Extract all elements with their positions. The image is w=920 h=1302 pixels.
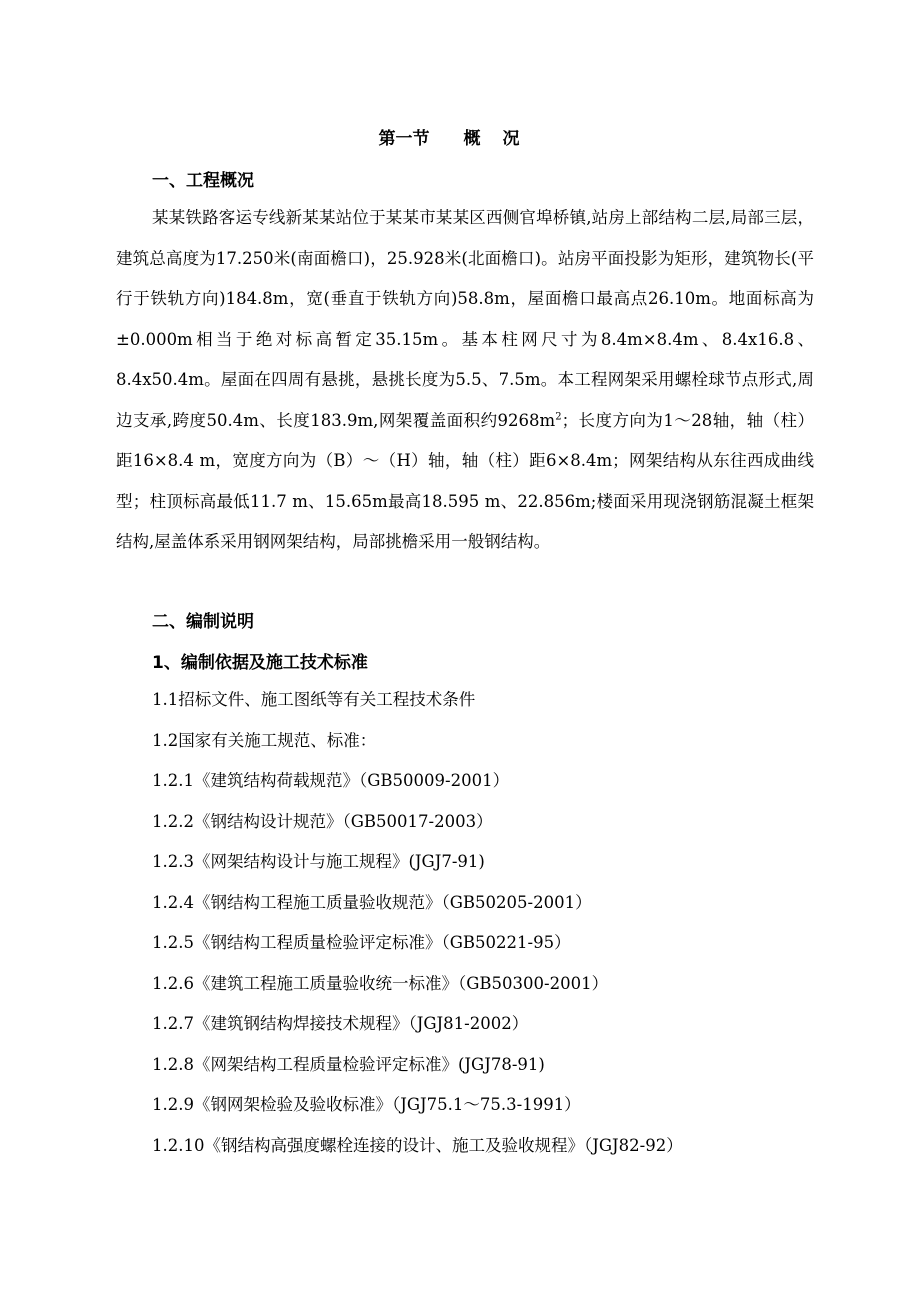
list-item: 1.2.1《建筑结构荷载规范》（GB50009-2001） xyxy=(152,771,510,790)
list-item: 1.2.10《钢结构高强度螺栓连接的设计、施工及验收规程》（JGJ82-92） xyxy=(152,1135,683,1155)
section-title xyxy=(0,124,920,149)
paragraph-text-part1: 某某铁路客运专线新某某站位于某某市某某区西侧官埠桥镇,站房上部结构二层,局部三层，建筑总高度为17.250米(南面檐口)，25.928米(北面檐口)。站房平面投影为矩形，建筑物长(平行于铁轨方向)184.8m，宽(垂直于铁轨方向)58.8m，屋面檐口最高点26.10m。地面标高为±0.000m相当于绝对标高暂定35.15m。基本柱网尺寸为8.4m×8.4m、8.4x16.8、8.4x50.4m。屋面在四周有悬挑，悬挑长度为5.5、7.5m。本工程网架采用螺栓球节点形式,周边支承,跨度50.4m、长度183.9m,网架覆盖面积约9268m xyxy=(116,208,814,430)
list-item: 1.2.9《钢网架检验及验收标准》（JGJ75.1～75.3-1991） xyxy=(152,1095,581,1114)
paragraph-text-part2: ；长度方向为1～28轴，轴（柱）距16×8.4 m，宽度方向为（B）～（H）轴，轴（柱）距6×8.4m；网架结构从东往西成曲线型；柱顶标高最低11.7 m、15.65m最高18.595 m、22.856m;楼面采用现浇钢筋混凝土框架结构,屋盖体系采用钢网架结构，局部挑檐采用一般钢结构。 xyxy=(116,410,814,551)
list-item: 1.2.3《网架结构设计与施工规程》(JGJ7-91) xyxy=(152,852,485,871)
section-number: 第一节 xyxy=(378,129,430,149)
standards-list xyxy=(152,680,683,1166)
heading-project-overview: 一、工程概况 xyxy=(152,171,254,191)
section-name: 概况 xyxy=(463,129,542,149)
area-unit-superscript: 2 xyxy=(555,411,562,422)
list-item: 1.2.8《网架结构工程质量检验评定标准》(JGJ78-91) xyxy=(152,1054,545,1074)
list-item: 1.2国家有关施工规范、标准： xyxy=(152,730,377,750)
list-item: 1.2.7《建筑钢结构焊接技术规程》（JGJ81-2002） xyxy=(152,1014,529,1033)
list-item: 1.2.5《钢结构工程质量检验评定标准》（GB50221-95） xyxy=(152,933,571,952)
list-item: 1.2.4《钢结构工程施工质量验收规范》（GB50205-2001） xyxy=(152,892,592,912)
list-item: 1.2.6《建筑工程施工质量验收统一标准》（GB50300-2001） xyxy=(152,973,609,993)
project-overview-paragraph xyxy=(116,198,814,563)
list-item: 1.1招标文件、施工图纸等有关工程技术条件 xyxy=(152,690,476,709)
list-item: 1.2.2《钢结构设计规范》（GB50017-2003） xyxy=(152,811,493,831)
heading-compilation-notes: 二、编制说明 xyxy=(152,612,254,632)
heading-basis-and-standards: 1、编制依据及施工技术标准 xyxy=(152,653,368,673)
